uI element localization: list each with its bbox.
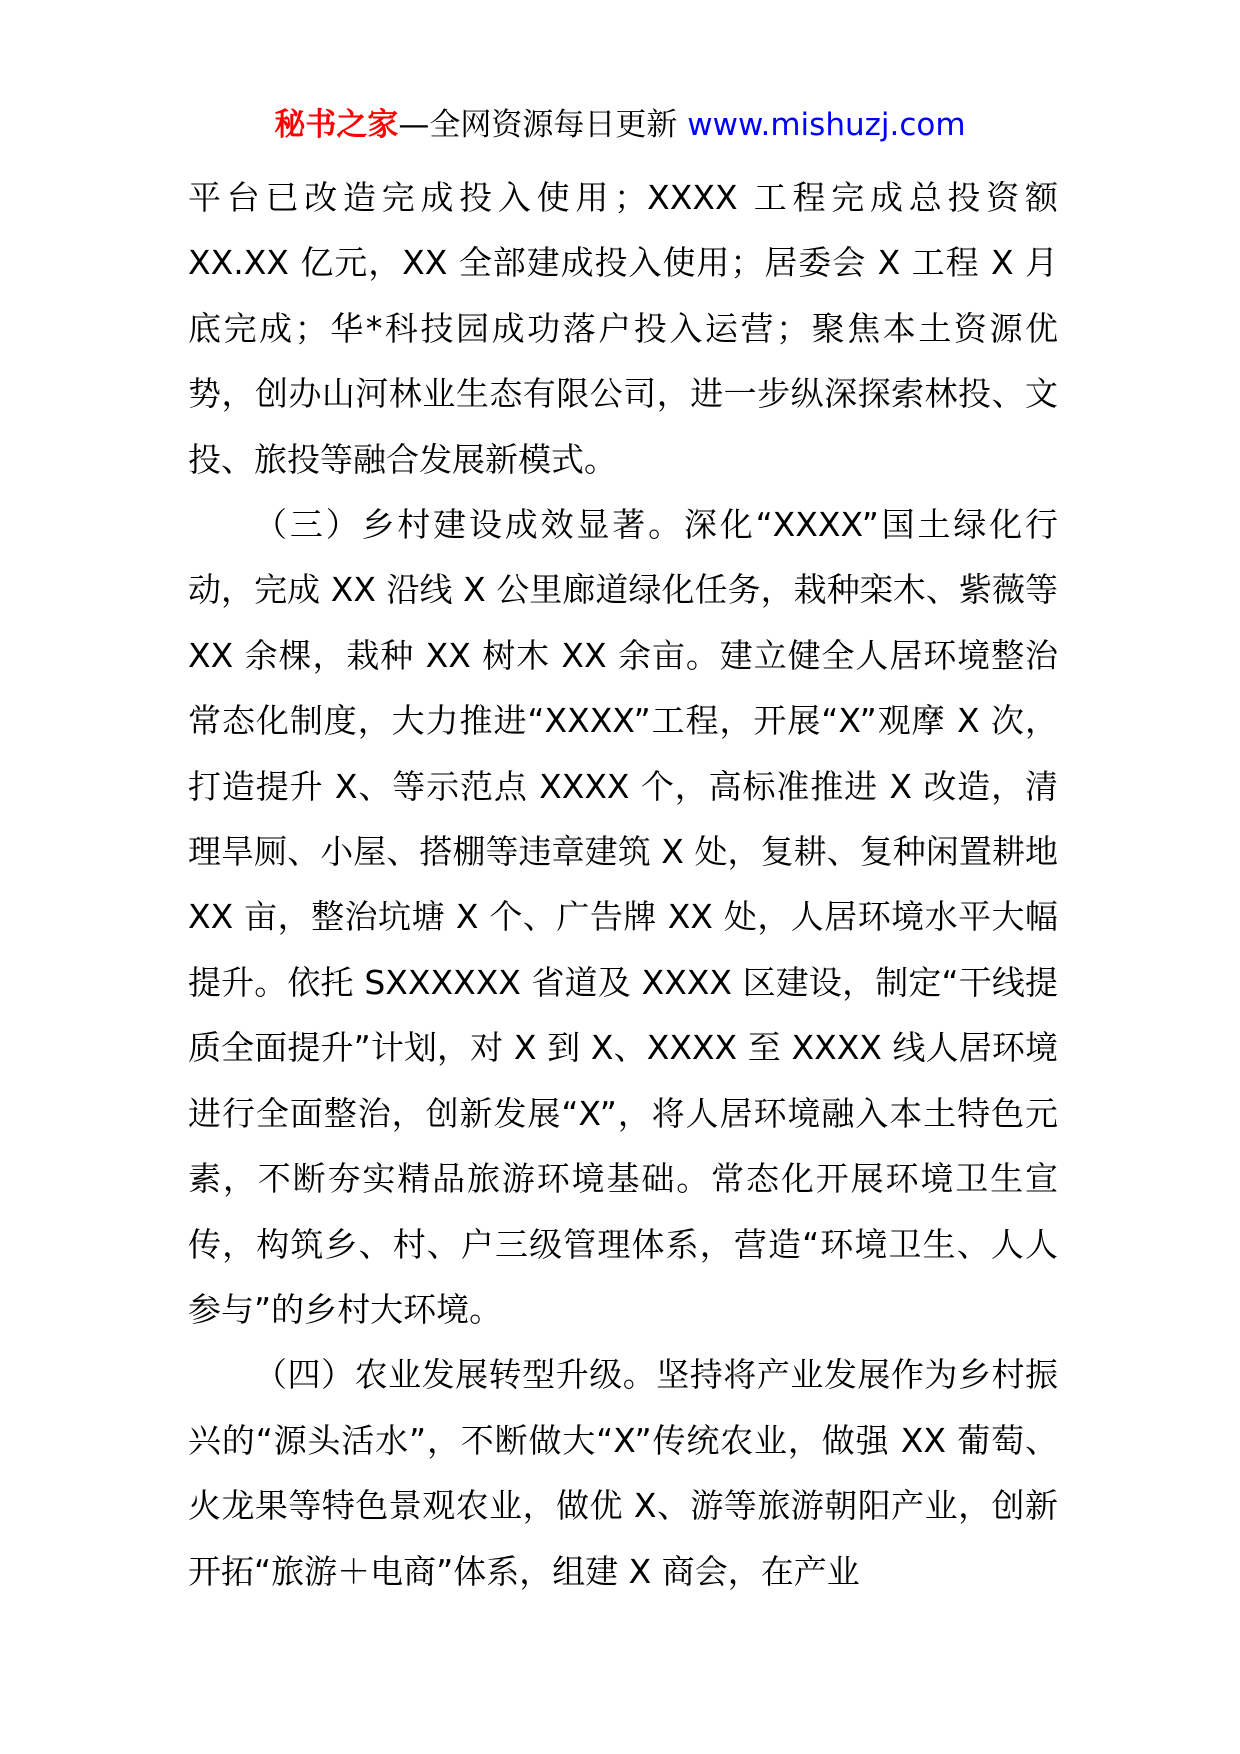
site-brand: 秘书之家 — [274, 107, 399, 143]
site-url-link[interactable]: www.mishuzj.com — [687, 107, 966, 143]
paragraph-rural-construction: （三）乡村建设成效显著。深化“XXXX”国土绿化行动，完成 XX 沿线 X 公里廊道绿化任务，栽种栾木、紫薇等 XX 余棵，栽种 XX 树木 XX 余亩。建立健全人居环境整治常态化制度，大力推进“XXXX”工程，开展“X”观摩 X 次，打造提升 X、等示范点 XXXX 个，高标准推进 X 改造，清理旱厕、小屋、搭棚等违章建筑 X 处，复耕、复种闲置耕地 XX 亩，整治坑塘 X 个、广告牌 XX 处，人居环境水平大幅提升。依托 SXXXXXX 省道及 XXXX 区建设，制定“干线提质全面提升”计划，对 X 到 X、XXXX 至 XXXX 线人居环境进行全面整治，创新发展“X”，将人居环境融入本土特色元素，不断夯实精品旅游环境基础。常态化开展环境卫生宣传，构筑乡、村、户三级管理体系，营造“环境卫生、人人参与”的乡村大环境。 — [188, 505, 1058, 1329]
site-tagline: —全网资源每日更新 — [398, 107, 688, 143]
paragraph-continuation: 平台已改造完成投入使用；XXXX 工程完成总投资额 XX.XX 亿元，XX 全部建成投入使用；居委会 X 工程 X 月底完成；华*科技园成功落户投入运营；聚焦本土资源优势，创办山河林业生态有限公司，进一步纵深探索林投、文投、旅投等融合发展新模式。 — [188, 178, 1058, 479]
page-header — [0, 100, 1240, 150]
document-body — [188, 165, 1058, 1604]
paragraph-agriculture-upgrade: （四）农业发展转型升级。坚持将产业发展作为乡村振兴的“源头活水”，不断做大“X”传统农业，做强 XX 葡萄、火龙果等特色景观农业，做优 X、游等旅游朝阳产业，创新开拓“旅游＋电商”体系，组建 X 商会，在产业 — [188, 1355, 1058, 1591]
